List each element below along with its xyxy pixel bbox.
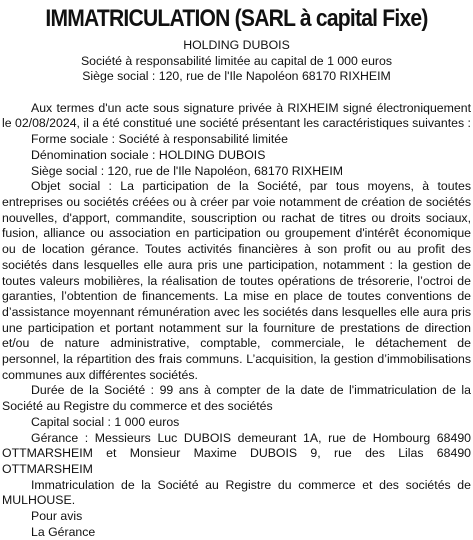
signature-line: La Gérance [31,524,96,539]
management-paragraph: Gérance : Messieurs Luc DUBOIS demeurant 1A, rue de Hombourg 68490 OTTMARSHEIM et Monsieur Maxime DUBOIS 9, rue des Lilas 68490 OTTMARSHEIM [2,430,471,476]
legal-form-line: Forme sociale : Société à responsabilité limitée [31,132,288,147]
company-header [2,38,471,85]
share-capital-line: Capital social : 1 000 euros [31,414,180,429]
company-form-capital: Société à responsabilité limitée au capital de 1 000 euros [80,53,393,68]
notice-title: IMMATRICULATION (SARL à capital Fixe) [45,5,428,32]
registered-office-line: Siège social : 120, rue de l'Ile Napoléon, 68170 RIXHEIM [31,163,344,178]
pour-avis-line: Pour avis [31,509,83,524]
duration-paragraph: Durée de la Société : 99 ans à compter de la date de l'immatriculation de la Société au Registre du commerce et des sociétés [2,383,471,414]
intro-paragraph: Aux termes d'un acte sous signature privée à RIXHEIM signé électroniquement le 02/08/2024, il a été constitué une société présentant les caractéristiques suivantes : [2,100,471,131]
company-name-line: Dénomination sociale : HOLDING DUBOIS [31,147,266,162]
registration-paragraph: Immatriculation de la Société au Registre du commerce et des sociétés de MULHOUSE. [2,477,471,508]
corporate-purpose-paragraph: Objet social : La participation de la Société, par tous moyens, à toutes entreprises ou sociétés créées ou à créer par voie notamment de création de sociétés nouvelles, d'apport, commandite, souscription ou rachat de titres ou droits sociaux, fusion, alliance ou association en participation ou groupement d'intérêt économique ou de location gérance. Toutes activités financières à son profit ou au profit des sociétés dans lesquelles elle aura pris une participation, notamment : la gestion de toutes valeurs mobilières, la réalisation de toutes opérations de trésorerie, l’octroi de garanties, l’obtention de financements. La mise en place de toutes conventions de d’assistance moyennant rémunération avec les sociétés dans lesquelles elle aura pris une participation et portant notamment sur la fourniture de prestations de direction et/ou de nature administrative, comptable, commerciale, le détachement de personnel, la répartition des frais communs. L’acquisition, la gestion d’immobilisations communes aux différentes sociétés. [2,179,471,382]
company-seat: Siège social : 120, rue de l'Ile Napoléon 68170 RIXHEIM [82,69,391,84]
company-name: HOLDING DUBOIS [183,38,290,52]
notice-body [2,101,471,540]
